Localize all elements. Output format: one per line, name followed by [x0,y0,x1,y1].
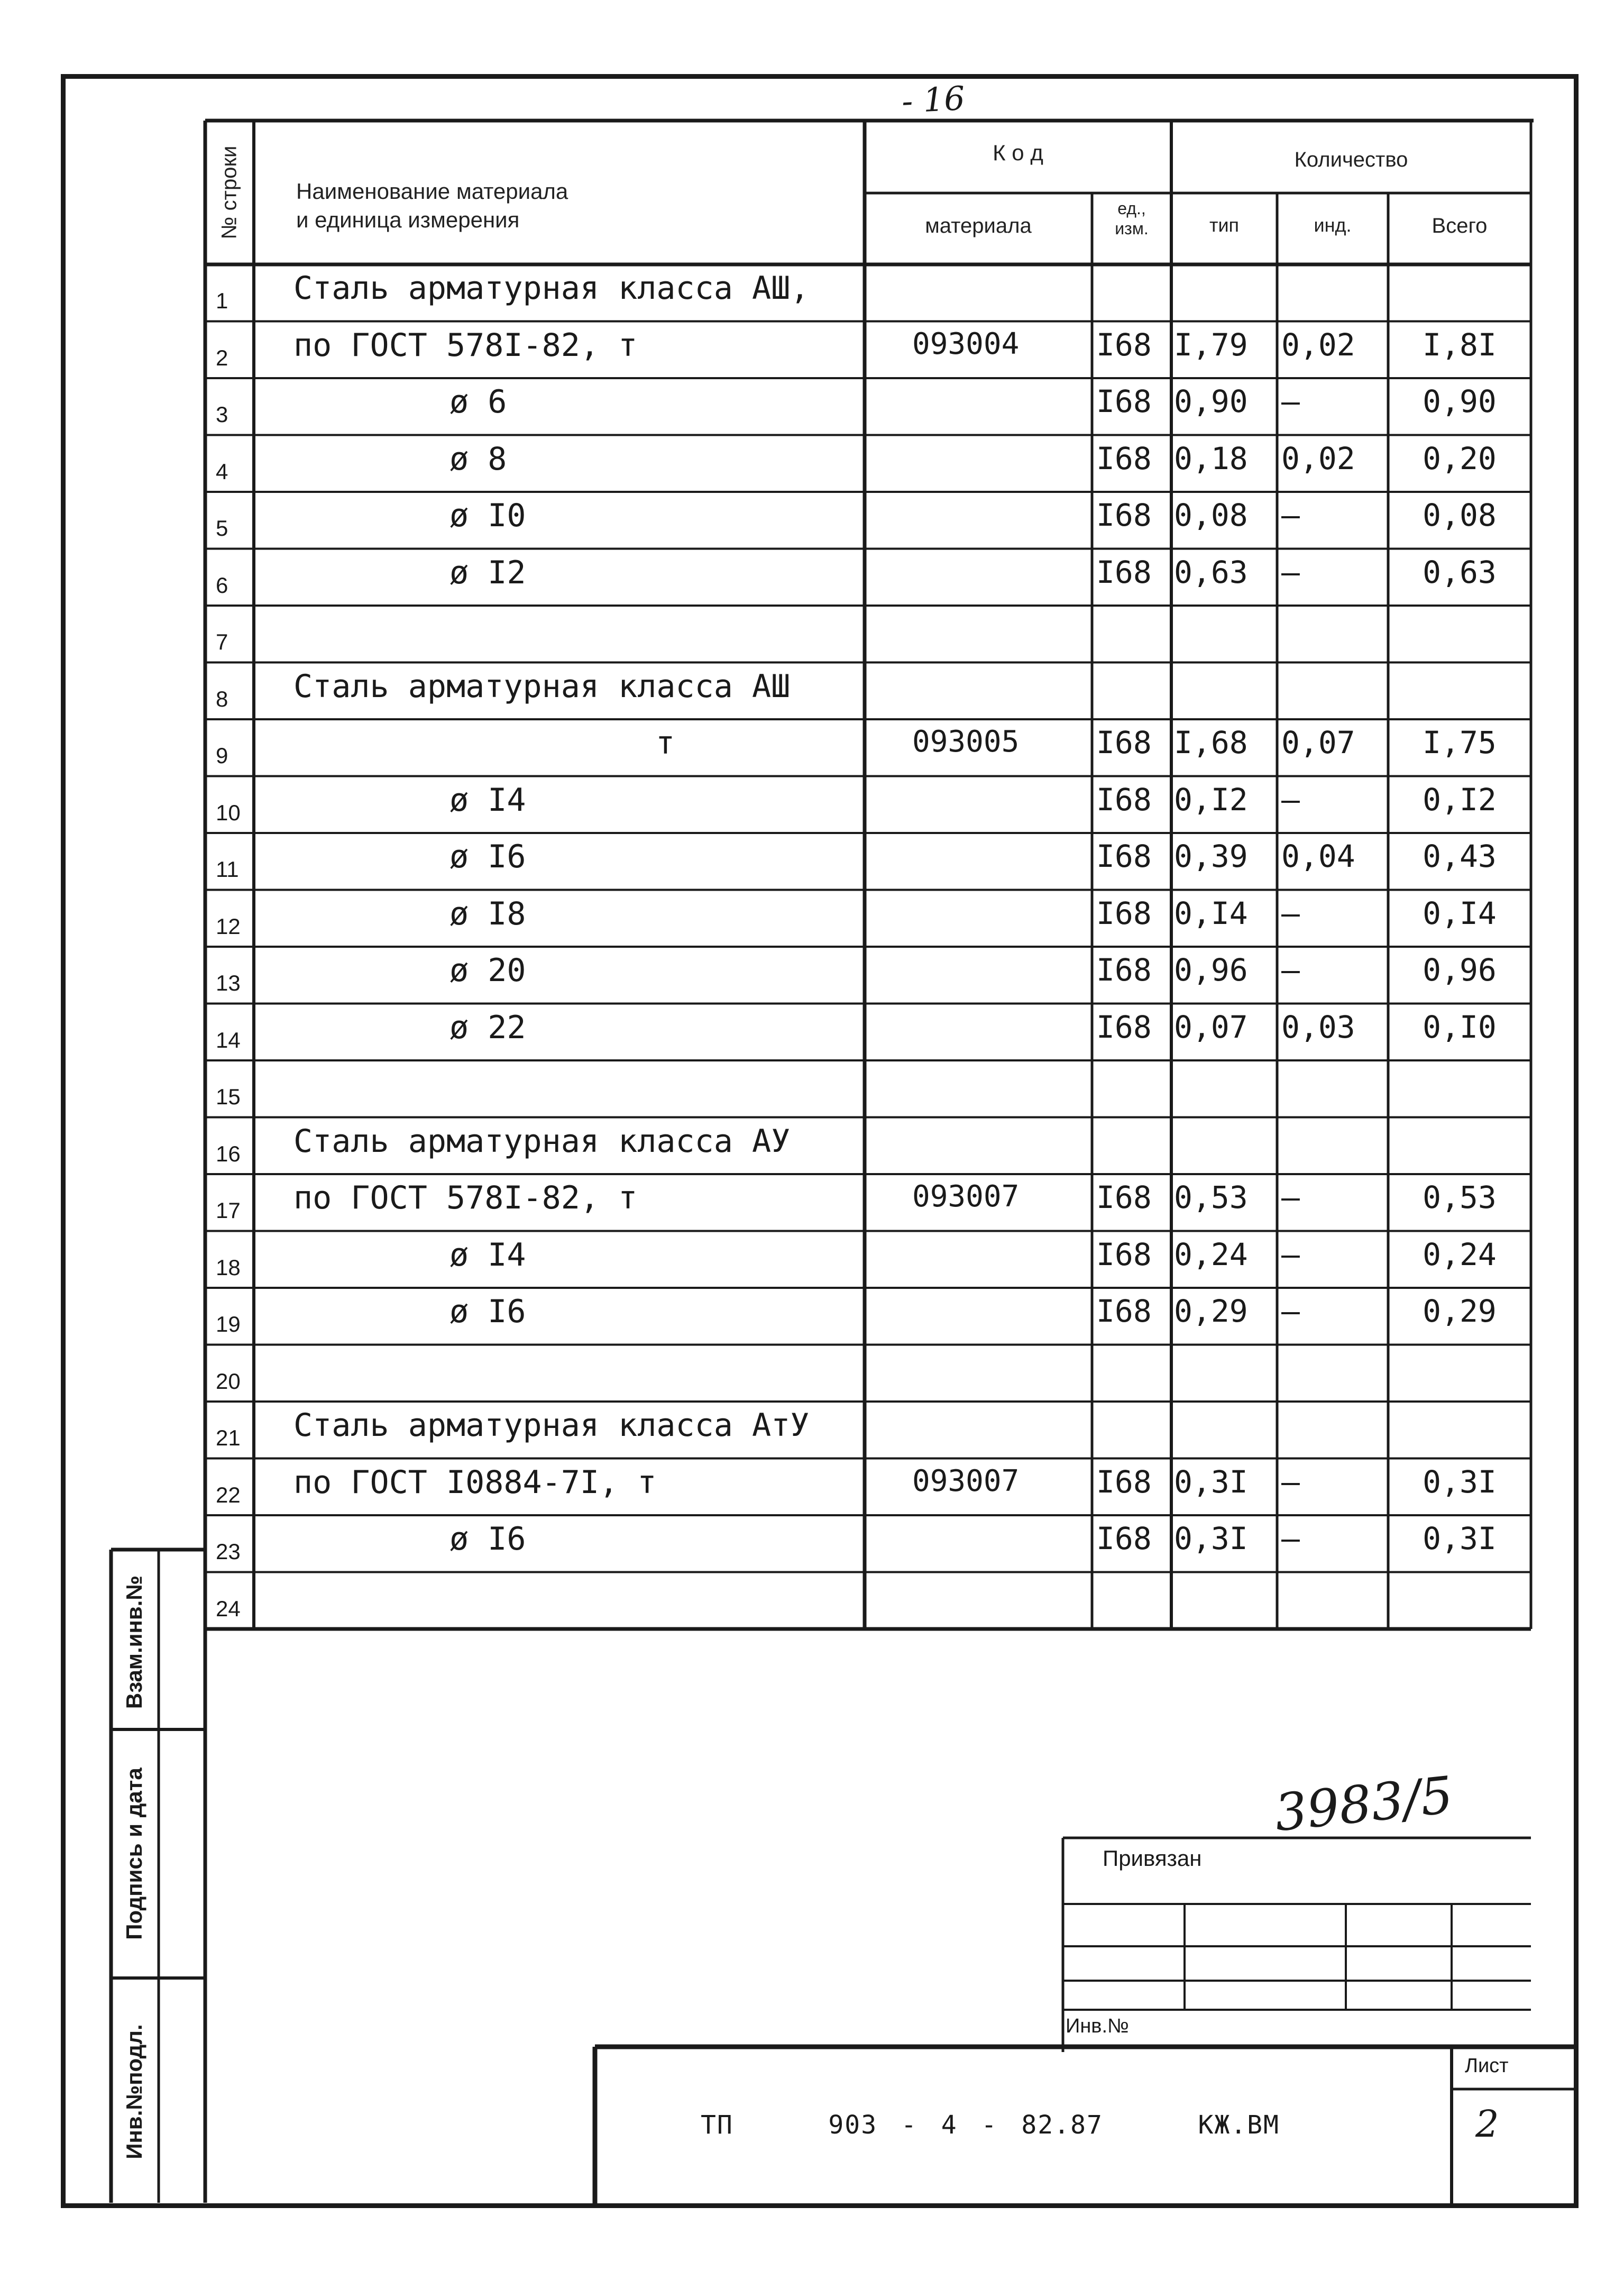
cell-tip: 0,07 [1174,1009,1248,1045]
cell-unit [1092,1066,1171,1123]
cell-code [865,895,1092,953]
cell-n: 10 [216,800,241,825]
cell-name: ø I6 [449,838,526,875]
cell-code [865,1407,1092,1464]
cell-tip [1171,270,1277,327]
cell-code [865,1293,1092,1350]
cell-ind: – [1281,1463,1300,1500]
header-qty-typical: тип [1209,214,1240,236]
cell-unit [1092,611,1171,668]
cell-name: ø I0 [449,497,526,534]
header-row-no-label: № строки [217,145,241,240]
cell-tip: 0,24 [1174,1236,1248,1272]
binding-inv-label: Инв.№ [1066,2015,1129,2037]
cell-total [1388,1066,1531,1123]
cell-name [254,1350,865,1407]
cell-ind [1277,1066,1388,1123]
cell-tip [1171,1407,1277,1464]
header-code-unit [1092,198,1171,239]
cell-unit: I68 [1096,1463,1152,1500]
cell-code [865,270,1092,327]
cell-unit: I68 [1096,497,1152,533]
cell-name: ø I4 [449,781,526,819]
cell-name [254,1066,865,1123]
cell-tip: 0,39 [1174,838,1248,874]
cell-unit: I68 [1096,781,1152,818]
cell-code [865,838,1092,895]
cell-tip [1171,1123,1277,1180]
cell-ind [1277,270,1388,327]
cell-code [865,1521,1092,1578]
cell-n: 21 [216,1425,241,1450]
cell-n: 16 [216,1141,241,1166]
cell-unit [1092,270,1171,327]
cell-unit: I68 [1096,1236,1152,1272]
cell-code [865,611,1092,668]
cell-total: 0,3I [1423,1521,1497,1556]
cell-total: 0,I4 [1423,895,1497,931]
document-code: ТП 903 - 4 - 82.87 КЖ.ВМ [701,2110,1280,2140]
cell-unit: I68 [1096,1009,1152,1045]
cell-total: 0,43 [1423,838,1497,874]
cell-ind: – [1281,554,1300,590]
cell-name: ø I8 [449,895,526,932]
cell-n: 23 [216,1539,241,1564]
cell-ind [1277,1407,1388,1464]
cell-tip: 0,53 [1174,1179,1248,1215]
header-qty-individual: инд. [1314,214,1352,236]
header-name: Наименование материала и единица измерения [296,179,568,232]
cell-total: 0,29 [1423,1293,1497,1329]
cell-name: ø I6 [449,1521,526,1558]
cell-unit: I68 [1096,1293,1152,1329]
cell-tip: 0,3I [1174,1463,1248,1500]
cell-code [865,668,1092,725]
cell-name: ø I4 [449,1236,526,1274]
cell-ind: – [1281,1179,1300,1215]
cell-code [865,952,1092,1009]
cell-n: 20 [216,1368,241,1394]
cell-n: 18 [216,1255,241,1280]
cell-tip [1171,1066,1277,1123]
cell-n: 11 [216,857,239,882]
sheet-number: 2 [1475,2102,1499,2146]
cell-n: 3 [216,402,228,427]
cell-tip: 0,63 [1174,554,1248,590]
cell-unit: I68 [1096,838,1152,874]
stamp-inv-replace: Взам.инв.№ [122,1575,146,1709]
cell-ind [1277,1350,1388,1407]
cell-code [865,441,1092,498]
header-code-unit-line2: изм. [1115,219,1149,238]
header-qty-total: Всего [1432,214,1488,237]
cell-name: ø 8 [449,440,507,478]
cell-tip: 0,29 [1174,1293,1248,1329]
cell-name: по ГОСТ 578I-82, т [293,326,638,364]
cell-tip: I,68 [1174,725,1248,761]
cell-n: 4 [216,459,228,484]
header-code-material: материала [925,214,1032,237]
cell-code [865,383,1092,441]
cell-total: I,8I [1423,326,1497,363]
cell-code: 093007 [912,1463,1020,1498]
cell-unit: I68 [1096,895,1152,931]
cell-ind: – [1281,1293,1300,1329]
cell-ind: – [1281,1236,1300,1272]
cell-tip: 0,08 [1174,497,1248,533]
cell-unit: I68 [1096,554,1152,590]
sheet-label: Лист [1465,2055,1509,2077]
cell-code [865,1578,1092,1635]
cell-total: 0,24 [1423,1236,1497,1272]
cell-name: ø I6 [449,1293,526,1330]
cell-n: 17 [216,1198,241,1223]
cell-total: 0,63 [1423,554,1497,590]
cell-name: ø 6 [449,383,507,420]
cell-total [1388,1350,1531,1407]
cell-name [254,1578,865,1635]
cell-ind: 0,02 [1281,440,1355,477]
cell-tip [1171,668,1277,725]
cell-tip: 0,3I [1174,1521,1248,1556]
page-number: - 16 [901,78,966,121]
cell-total: 0,90 [1423,383,1497,419]
cell-total: 0,I0 [1423,1009,1497,1045]
cell-ind: – [1281,1521,1300,1556]
cell-total: 0,53 [1423,1179,1497,1215]
cell-total [1388,1123,1531,1180]
cell-n: 19 [216,1312,241,1336]
cell-code [865,1009,1092,1066]
cell-name: ø I2 [449,554,526,591]
cell-name: Сталь арматурная класса АШ [293,667,791,705]
cell-tip: 0,18 [1174,440,1248,477]
cell-n: 8 [216,686,228,711]
handwritten-number: 3983/5 [1272,1765,1456,1843]
cell-ind: 0,02 [1281,326,1355,363]
cell-total: I,75 [1423,725,1497,761]
cell-n: 24 [216,1596,241,1621]
cell-code [865,497,1092,554]
stamp-sign-date: Подпись и дата [122,1768,146,1940]
cell-unit [1092,668,1171,725]
cell-n: 2 [216,345,228,370]
cell-ind: – [1281,383,1300,419]
cell-unit: I68 [1096,440,1152,477]
cell-name: Сталь арматурная класса АШ, [293,270,810,307]
cell-n: 12 [216,913,241,939]
cell-code [865,1237,1092,1294]
cell-unit [1092,1407,1171,1464]
cell-n: 5 [216,516,228,541]
binding-label: Привязан [1103,1846,1202,1871]
cell-total [1388,668,1531,725]
cell-ind: 0,07 [1281,725,1355,761]
cell-code [865,554,1092,611]
cell-ind: – [1281,781,1300,818]
cell-unit: I68 [1096,952,1152,988]
cell-total: 0,20 [1423,440,1497,477]
cell-ind: 0,04 [1281,838,1355,874]
cell-name: ø 20 [449,952,526,989]
cell-tip [1171,1578,1277,1635]
cell-total: 0,I2 [1423,781,1497,818]
cell-ind [1277,611,1388,668]
cell-name [254,611,865,668]
cell-total: 0,08 [1423,497,1497,533]
cell-code: 093004 [912,326,1020,361]
cell-n: 9 [216,743,228,768]
cell-code [865,782,1092,839]
cell-unit: I68 [1096,383,1152,419]
cell-unit [1092,1350,1171,1407]
cell-ind: – [1281,497,1300,533]
cell-name: Сталь арматурная класса АУ [293,1122,791,1160]
cell-tip: 0,I4 [1174,895,1248,931]
cell-total [1388,1578,1531,1635]
cell-n: 22 [216,1482,241,1507]
header-code-unit-line1: ед., [1117,199,1146,218]
cell-tip [1171,1350,1277,1407]
cell-n: 1 [216,288,228,313]
cell-n: 15 [216,1084,241,1109]
cell-code [865,1350,1092,1407]
cell-total: 0,3I [1423,1463,1497,1500]
header-row-no [205,121,254,264]
cell-unit: I68 [1096,1521,1152,1556]
cell-tip: I,79 [1174,326,1248,363]
cell-code [865,1123,1092,1180]
cell-name: ø 22 [449,1009,526,1046]
cell-name: т [656,725,675,762]
cell-unit [1092,1578,1171,1635]
cell-ind: – [1281,895,1300,931]
cell-total [1388,611,1531,668]
header-code-group: К о д [993,140,1043,165]
cell-n: 14 [216,1027,241,1052]
cell-total [1388,1407,1531,1464]
cell-name: по ГОСТ 578I-82, т [293,1179,638,1216]
cell-ind [1277,668,1388,725]
cell-n: 7 [216,629,228,654]
cell-unit [1092,1123,1171,1180]
header-qty-group: Количество [1294,148,1408,171]
cell-tip [1171,611,1277,668]
cell-ind [1277,1123,1388,1180]
cell-name: Сталь арматурная класса АтУ [293,1407,810,1444]
cell-unit: I68 [1096,725,1152,761]
cell-tip: 0,I2 [1174,781,1248,818]
cell-code: 093005 [912,725,1020,759]
cell-unit: I68 [1096,326,1152,363]
cell-code: 093007 [912,1179,1020,1214]
cell-ind: – [1281,952,1300,988]
stamp-inv-orig: Инв.№подл. [122,2024,146,2159]
cell-total: 0,96 [1423,952,1497,988]
cell-n: 6 [216,572,228,598]
cell-n: 13 [216,970,241,995]
cell-unit: I68 [1096,1179,1152,1215]
cell-name: по ГОСТ I0884-7I, т [293,1463,657,1501]
cell-tip: 0,90 [1174,383,1248,419]
cell-ind: 0,03 [1281,1009,1355,1045]
cell-total [1388,270,1531,327]
cell-ind [1277,1578,1388,1635]
cell-tip: 0,96 [1174,952,1248,988]
cell-code [865,1066,1092,1123]
